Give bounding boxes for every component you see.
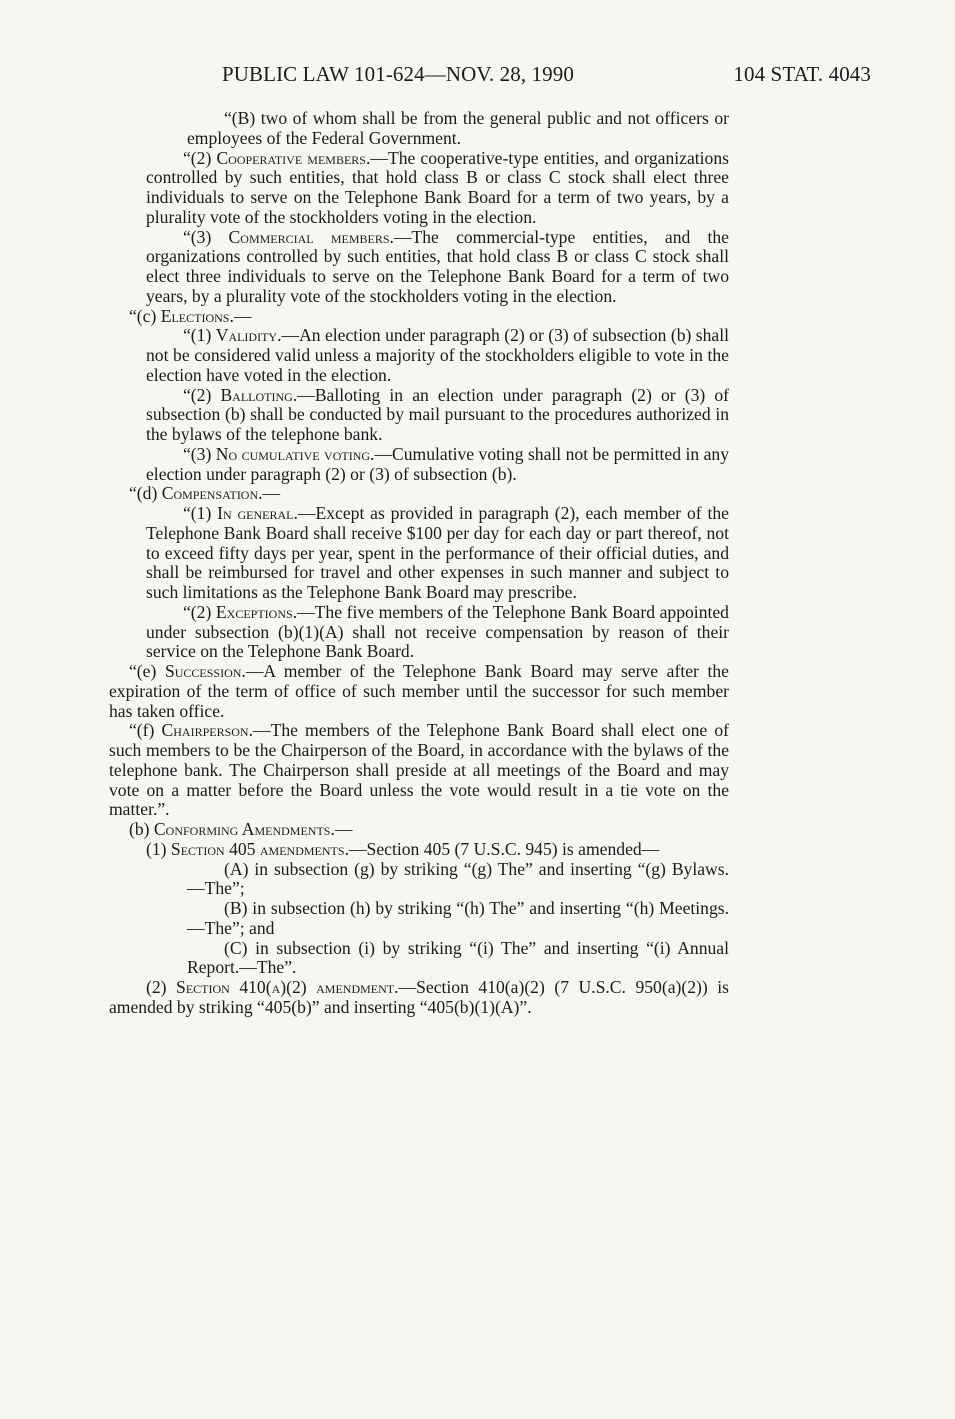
subsection-compensation: “(d) Compensation.— xyxy=(129,483,281,504)
paragraph-balloting: “(2) Balloting.—Balloting in an election under paragraph (2) or (3) of subsection (b) shall be conducted by mail pursuant to the procedures authorized in the bylaws of the telephone bank. xyxy=(146,384,729,444)
subsection-succession: “(e) Succession.—A member of the Telephone Bank Board may serve after the expiration of the term of office of such member until the successor for such member has taken office. xyxy=(109,661,729,721)
paragraph-validity: “(1) Validity.—An election under paragraph (2) or (3) of subsection (b) shall not be considered valid unless a majority of the stockholders eligible to vote in the election have voted in the election. xyxy=(146,325,730,385)
paragraph-in-general: “(1) In general.—Except as provided in paragraph (2), each member of the Telephone Bank Board shall receive $100 per day for each day or part thereof, not to exceed fifty days per year, spent in the performance of their official duties, and shall be reimbursed for travel and other expenses in such manner and subject to such limitations as the Telephone Bank Board may prescribe. xyxy=(146,503,729,602)
clause-c-annual-report: (C) in subsection (i) by striking “(i) The” and inserting “(i) Annual Report.—The”. xyxy=(187,937,729,978)
heading-commercial-members: Commercial members xyxy=(228,226,390,247)
paragraph-no-cumulative-voting: “(3) No cumulative voting.—Cumulative voting shall not be permitted in any election under paragraph (2) or (3) of subsection (b). xyxy=(146,443,729,484)
heading-compensation: Compensation xyxy=(161,483,259,504)
heading-in-general: In general xyxy=(217,503,294,523)
page-header xyxy=(222,62,871,90)
paragraph-section-410-amendment: (2) Section 410(a)(2) amendment.—Section 410(a)(2) (7 U.S.C. 950(a)(2)) is amended by striking “405(b)” and inserting “405(b)(1)(A)”. xyxy=(109,977,729,1017)
subsection-chairperson: “(f) Chairperson.—The members of the Telephone Bank Board shall elect one of such members to be the Chairperson of the Board, in accordance with the bylaws of the telephone bank. The Chairperson shall preside at all meetings of the Board and may vote on a matter before the Board unless the vote would result in a tie vote on the matter.”. xyxy=(109,720,729,820)
heading-validity: Validity xyxy=(215,325,278,346)
heading-balloting: Balloting xyxy=(220,384,293,405)
heading-exceptions: Exceptions xyxy=(215,601,293,622)
heading-section-410-amendment: Section 410(a)(2) amendment xyxy=(176,977,395,997)
clause-a-bylaws: (A) in subsection (g) by striking “(g) The” and inserting “(g) Bylaws.—The”; xyxy=(187,858,729,899)
stat-page-number: 104 STAT. 4043 xyxy=(733,62,871,86)
clause-b-meetings: (B) in subsection (h) by striking “(h) The” and inserting “(h) Meetings.—The”; and xyxy=(187,898,729,938)
paragraph-section-405-amendments: (1) Section 405 amendments.—Section 405 (7 U.S.C. 945) is amended— xyxy=(146,838,660,859)
clause-b-general-public: “(B) two of whom shall be from the general public and not officers or employees of the Federal Government. xyxy=(187,108,729,148)
heading-chairperson: Chairperson xyxy=(161,720,249,741)
heading-no-cumulative-voting: No cumulative voting xyxy=(215,443,371,464)
public-law-citation: PUBLIC LAW 101-624—NOV. 28, 1990 xyxy=(222,62,574,86)
subsection-elections: “(c) Elections.— xyxy=(129,305,252,326)
paragraph-cooperative-members: “(2) Cooperative members.—The cooperative-type entities, and organizations controlled by such entities, that hold class B or class C stock shall elect three individuals to serve on the Telephone Bank Board for a term of two years, by a plurality vote of the stockholders voting in the election. xyxy=(146,147,729,227)
paragraph-commercial-members: “(3) Commercial members.—The commercial-type entities, and the organizations controlled by such entities, that hold class B or class C stock shall elect three individuals to serve on the Telephone Bank Board for a term of two years, by a plurality vote of the stockholders voting in the election. xyxy=(146,226,729,306)
paragraph-exceptions: “(2) Exceptions.—The five members of the Telephone Bank Board appointed under subsection (b)(1)(A) shall not receive compensation by reason of their service on the Telephone Bank Board. xyxy=(146,601,729,662)
heading-cooperative-members: Cooperative members xyxy=(216,147,366,168)
heading-elections: Elections xyxy=(160,305,230,326)
subsection-conforming-amendments: (b) Conforming Amendments.— xyxy=(129,819,353,839)
statute-text xyxy=(109,109,729,1018)
heading-succession: Succession xyxy=(164,661,242,681)
heading-section-405-amendments: Section 405 amendments xyxy=(170,838,345,859)
heading-conforming-amendments: Conforming Amendments xyxy=(153,819,331,839)
